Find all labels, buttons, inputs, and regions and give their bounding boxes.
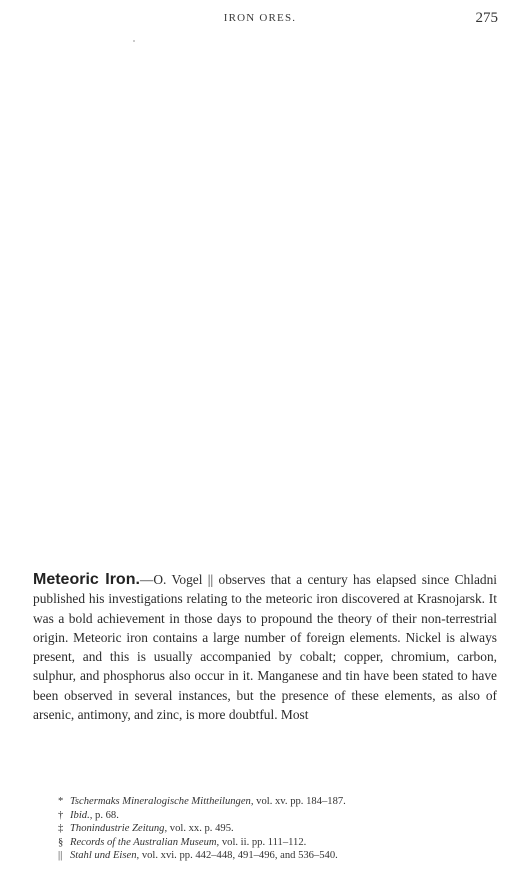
- footnotes: [58, 795, 498, 863]
- footnote: [58, 849, 498, 863]
- footnote-mark: ‡: [58, 823, 64, 835]
- footnote-detail: vol. xv. pp. 184–187.: [256, 796, 346, 807]
- footnote-mark: *: [58, 796, 64, 807]
- footnote-source: Stahl und Eisen,: [70, 850, 140, 862]
- section-heading: Meteoric Iron.: [33, 571, 140, 588]
- page-number: 275: [475, 10, 498, 26]
- footnote-mark: ||: [58, 850, 63, 862]
- footnote-detail: vol. ii. pp. 111–112.: [221, 836, 307, 848]
- footnote-mark: †: [58, 809, 64, 821]
- footnote-detail: vol. xvi. pp. 442–448, 491–496, and 536–540.: [141, 850, 338, 862]
- footnote: [58, 836, 498, 850]
- footnote: [58, 822, 498, 836]
- section-paragraph: [33, 570, 497, 724]
- section-text: —O. Vogel || observes that a century has elapsed since Chladni published his investigations relating to the meteoric iron discovered at Krasnojarsk. It was a bold achievement in those days to propound the theory of their non-terrestrial origin. Meteoric iron contains a large number of foreign elements. Nickel is always present, and this is usually accompanied by cobalt; copper, chromium, carbon, sulphur, and phosphorus also occur in it. Manganese and tin have been stated to have been observed in several instances, but the presence of these elements, as also of arsenic, antimony, and zinc, is more doubtful. Most: [33, 572, 497, 723]
- footnote-source: Records of the Australian Museum,: [70, 836, 220, 848]
- footnote-mark: §: [58, 836, 64, 848]
- footnote-detail: p. 68.: [95, 809, 119, 821]
- print-speck: [133, 40, 135, 42]
- footnote: [58, 795, 498, 809]
- footnote-source: Ibid.,: [70, 809, 93, 821]
- footnote-source: Thonindustrie Zeitung,: [70, 823, 168, 835]
- running-title: IRON ORES.: [223, 12, 297, 24]
- footnote-source: Tschermaks Mineralogische Mittheilungen,: [70, 796, 254, 807]
- footnote: [58, 809, 498, 823]
- running-head: [0, 10, 520, 30]
- footnote-detail: vol. xx. p. 495.: [169, 823, 234, 835]
